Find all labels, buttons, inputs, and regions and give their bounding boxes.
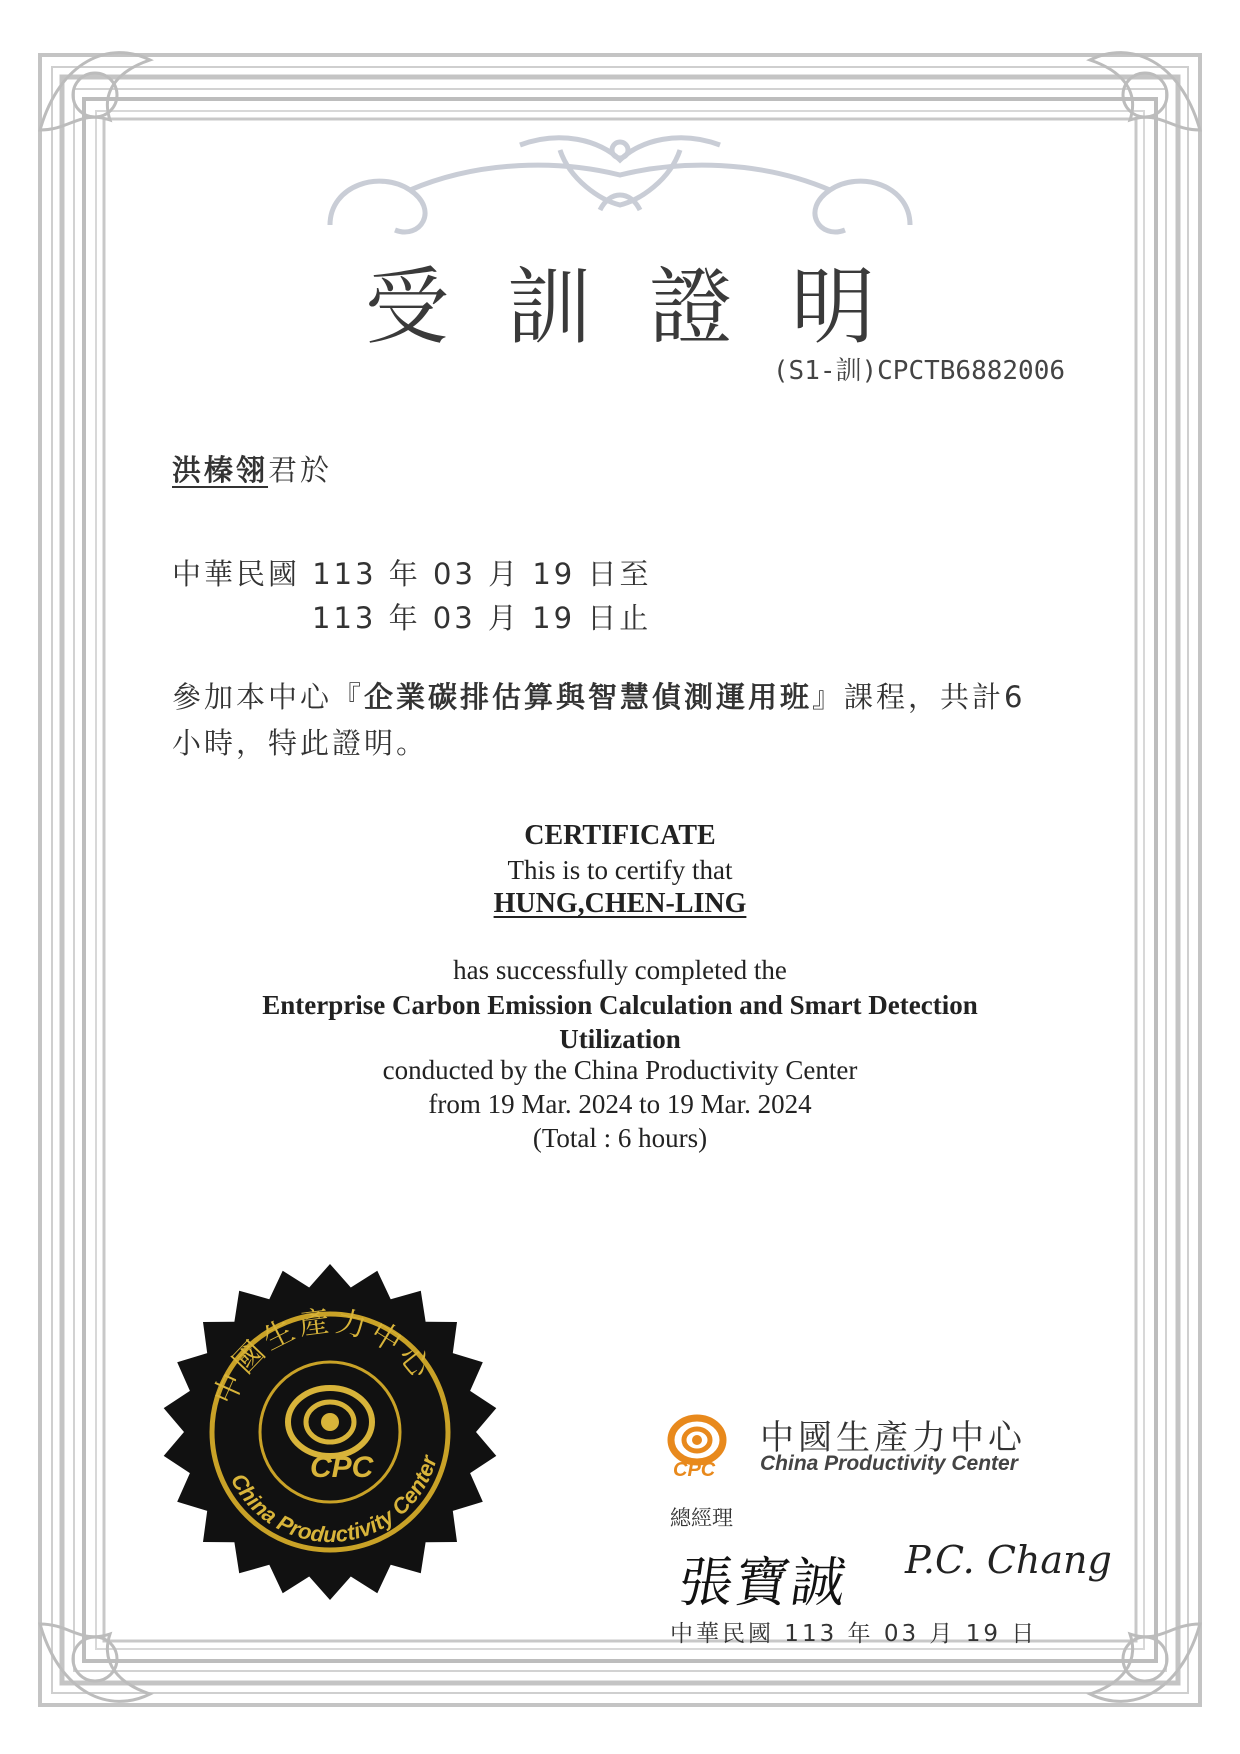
english-heading: CERTIFICATE xyxy=(524,820,716,851)
gold-seal xyxy=(160,1262,500,1602)
period-line: from 19 Mar. 2024 to 19 Mar. 2024 xyxy=(428,1089,812,1119)
certify-line: This is to certify that xyxy=(507,855,733,885)
course-english-line1: Enterprise Carbon Emission Calculation and Smart Detection xyxy=(262,990,978,1020)
seal-en-text: China Productivity Center xyxy=(225,1452,442,1548)
issuer-name-zh: 中國生產力中心 xyxy=(760,1418,1026,1458)
course-english-line2: Utilization xyxy=(559,1024,681,1054)
date-start-line: 中華民國 113 年 03 月 19 日至 xyxy=(172,557,652,591)
signature-en: P.C. Chang xyxy=(905,1538,1112,1582)
course-zh-name: 企業碳排估算與智慧偵測運用班 xyxy=(364,680,813,714)
signature-zh: 張寶誠 xyxy=(675,1551,852,1614)
course-english-name xyxy=(200,988,1040,1056)
date-end-line: 113 年 03 月 19 日止 xyxy=(312,601,652,635)
course-zh-prefix: 參加本中心『 xyxy=(172,680,365,714)
total-hours-line: (Total : 6 hours) xyxy=(532,1123,708,1153)
cpc-logo-icon xyxy=(655,1410,755,1480)
course-zh-line2: 小時，特此證明。 xyxy=(172,726,429,760)
certificate-title: 受訓證明 xyxy=(364,258,933,356)
issuer-name-en: China Productivity Center xyxy=(760,1452,1018,1475)
recipient-zh-name: 洪榛翎 xyxy=(172,453,269,487)
seal-zh-text: 中國生產力中心 xyxy=(207,1303,440,1410)
course-zh-paragraph xyxy=(172,674,1072,766)
general-manager-title: 總經理 xyxy=(670,1506,733,1530)
course-zh-suffix: 』課程，共計6 xyxy=(812,680,1026,714)
conducted-line: conducted by the China Productivity Center xyxy=(382,1055,858,1085)
seal-logo-text: CPC xyxy=(310,1451,374,1484)
recipient-english-name-line xyxy=(0,888,1240,920)
recipient-zh-line xyxy=(172,448,332,489)
recipient-english-name: HUNG,CHEN-LING xyxy=(493,888,747,919)
issue-date: 中華民國 113 年 03 月 19 日 xyxy=(670,1621,1038,1647)
certificate-number: (S1-訓)CPCTB6882006 xyxy=(772,356,1065,386)
recipient-zh-suffix: 君於 xyxy=(268,453,333,487)
completed-line: has successfully completed the xyxy=(453,955,787,985)
cpc-logo-text: CPC xyxy=(673,1459,716,1480)
